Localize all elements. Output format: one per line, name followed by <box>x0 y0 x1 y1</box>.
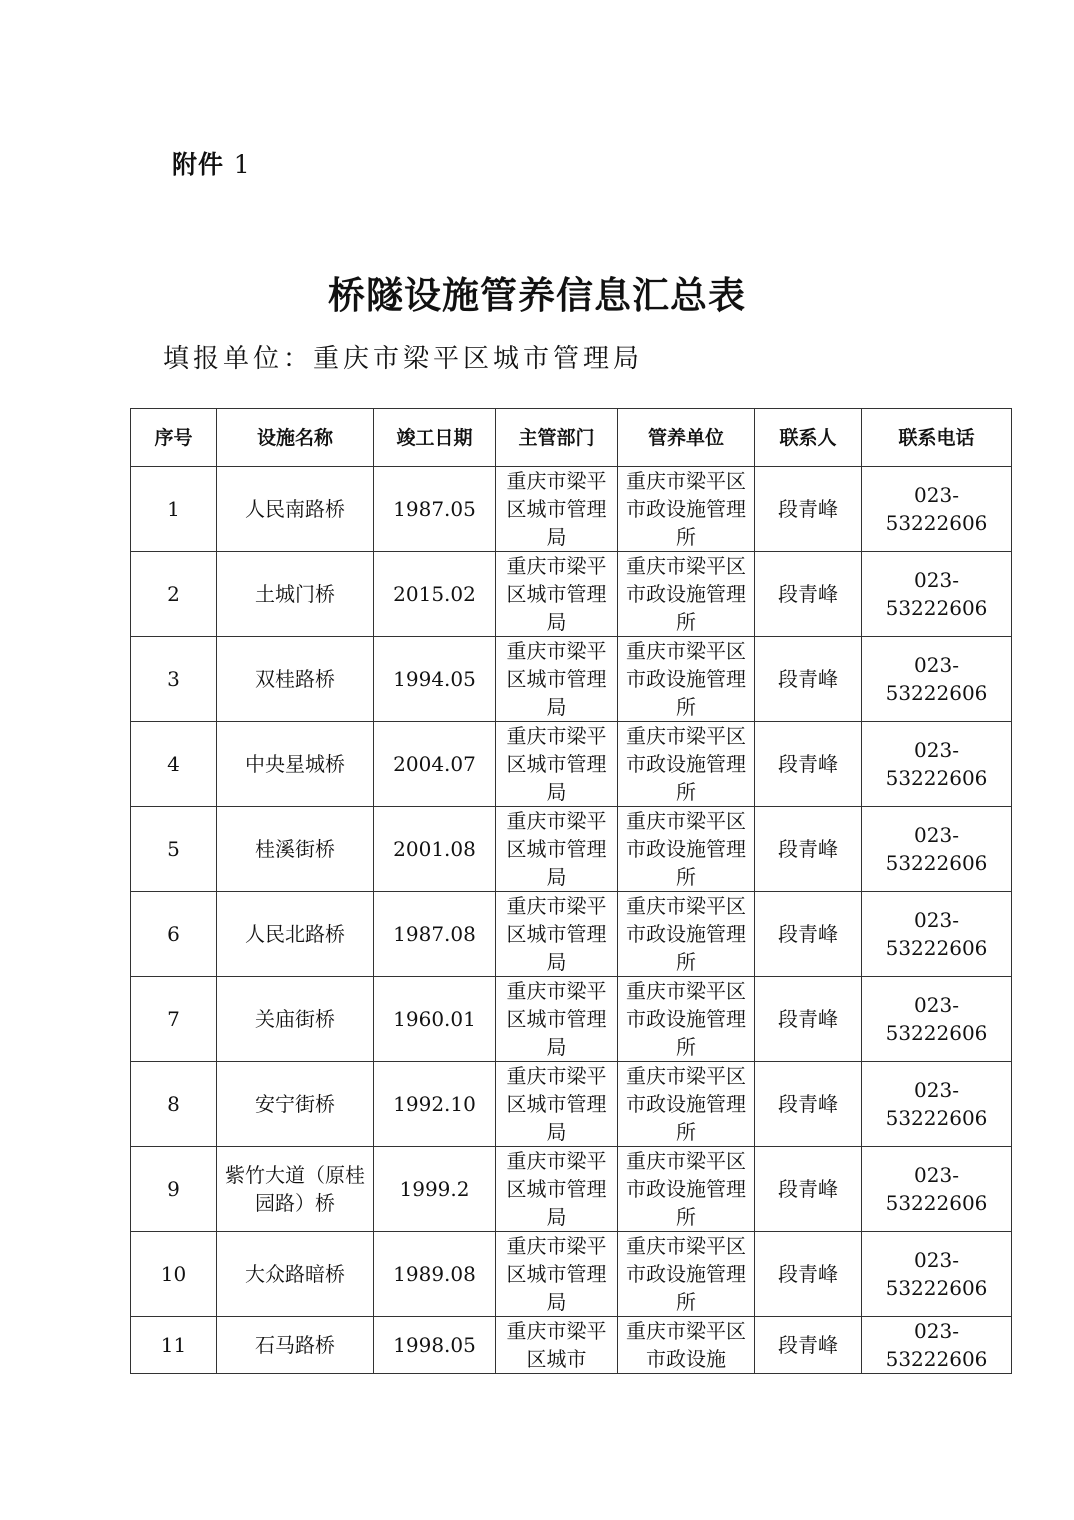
cell-dept <box>496 892 618 977</box>
cell-date: 2001.08 <box>374 807 496 892</box>
cell-dept <box>496 1232 618 1317</box>
attachment-number: 1 <box>233 150 251 179</box>
cell-dept-text: 重庆市梁平区城市管理局 <box>506 469 607 549</box>
table-row <box>131 637 1012 722</box>
attachment-label-text: 附件 <box>172 150 225 179</box>
cell-unit <box>618 1232 755 1317</box>
cell-dept <box>496 637 618 722</box>
column-header-no: 序号 <box>131 409 217 467</box>
cell-phone: 023-53222606 <box>862 637 1012 722</box>
cell-no: 9 <box>131 1147 217 1232</box>
cell-dept <box>496 552 618 637</box>
cell-name-text: 紫竹大道（原桂园路）桥 <box>225 1163 365 1215</box>
cell-no: 10 <box>131 1232 217 1317</box>
cell-no: 11 <box>131 1317 217 1374</box>
cell-contact: 段青峰 <box>755 807 862 892</box>
cell-contact: 段青峰 <box>755 552 862 637</box>
cell-no: 3 <box>131 637 217 722</box>
cell-unit-text: 重庆市梁平区市政设施管理所 <box>626 724 746 804</box>
cell-dept-text: 重庆市梁平区城市管理局 <box>506 639 607 719</box>
cell-unit-text: 重庆市梁平区市政设施管理所 <box>626 554 746 634</box>
cell-phone: 023-53222606 <box>862 1232 1012 1317</box>
cell-dept <box>496 1062 618 1147</box>
table-row <box>131 722 1012 807</box>
cell-unit <box>618 1317 755 1374</box>
cell-name: 中央星城桥 <box>217 722 374 807</box>
cell-name: 大众路暗桥 <box>217 1232 374 1317</box>
cell-unit-text: 重庆市梁平区市政设施管理所 <box>626 469 746 549</box>
cell-unit-text: 重庆市梁平区市政设施管理所 <box>626 1064 746 1144</box>
column-header-dept: 主管部门 <box>496 409 618 467</box>
cell-dept-text: 重庆市梁平区城市管理局 <box>506 724 607 804</box>
cell-dept <box>496 977 618 1062</box>
cell-name: 关庙街桥 <box>217 977 374 1062</box>
cell-contact: 段青峰 <box>755 1317 862 1374</box>
cell-dept-text: 重庆市梁平区城市管理局 <box>506 1149 607 1229</box>
table-row <box>131 1232 1012 1317</box>
cell-no: 6 <box>131 892 217 977</box>
cell-phone: 023-53222606 <box>862 467 1012 552</box>
cell-contact: 段青峰 <box>755 722 862 807</box>
cell-unit-text: 重庆市梁平区市政设施 <box>626 1319 746 1371</box>
cell-dept <box>496 467 618 552</box>
cell-contact: 段青峰 <box>755 892 862 977</box>
cell-unit-text: 重庆市梁平区市政设施管理所 <box>626 1149 746 1229</box>
cell-unit <box>618 977 755 1062</box>
cell-unit <box>618 892 755 977</box>
cell-no: 4 <box>131 722 217 807</box>
cell-no: 8 <box>131 1062 217 1147</box>
cell-phone: 023-53222606 <box>862 552 1012 637</box>
cell-date: 1992.10 <box>374 1062 496 1147</box>
cell-unit-text: 重庆市梁平区市政设施管理所 <box>626 809 746 889</box>
cell-date: 1998.05 <box>374 1317 496 1374</box>
cell-name: 桂溪街桥 <box>217 807 374 892</box>
cell-dept <box>496 807 618 892</box>
column-header-contact: 联系人 <box>755 409 862 467</box>
cell-phone: 023-53222606 <box>862 977 1012 1062</box>
column-header-phone: 联系电话 <box>862 409 1012 467</box>
column-header-name: 设施名称 <box>217 409 374 467</box>
cell-date: 2004.07 <box>374 722 496 807</box>
cell-phone: 023-53222606 <box>862 1147 1012 1232</box>
attachment-label <box>172 145 251 181</box>
cell-unit-text: 重庆市梁平区市政设施管理所 <box>626 894 746 974</box>
cell-name: 人民北路桥 <box>217 892 374 977</box>
cell-date: 2015.02 <box>374 552 496 637</box>
cell-contact: 段青峰 <box>755 1147 862 1232</box>
cell-phone: 023-53222606 <box>862 1062 1012 1147</box>
cell-unit <box>618 1147 755 1232</box>
cell-contact: 段青峰 <box>755 977 862 1062</box>
cell-no: 2 <box>131 552 217 637</box>
cell-dept <box>496 722 618 807</box>
column-header-date: 竣工日期 <box>374 409 496 467</box>
column-header-unit: 管养单位 <box>618 409 755 467</box>
table-row <box>131 467 1012 552</box>
cell-name <box>217 1147 374 1232</box>
cell-date: 1987.08 <box>374 892 496 977</box>
cell-date: 1987.05 <box>374 467 496 552</box>
cell-no: 1 <box>131 467 217 552</box>
reporting-unit: 填报单位：重庆市梁平区城市管理局 <box>163 344 644 374</box>
facility-table <box>130 408 1012 1374</box>
cell-dept-text: 重庆市梁平区城市管理局 <box>506 1064 607 1144</box>
cell-dept-text: 重庆市梁平区城市管理局 <box>506 979 607 1059</box>
cell-contact: 段青峰 <box>755 1232 862 1317</box>
cell-name: 安宁街桥 <box>217 1062 374 1147</box>
cell-no: 7 <box>131 977 217 1062</box>
cell-unit <box>618 1062 755 1147</box>
cell-phone: 023-53222606 <box>862 892 1012 977</box>
cell-contact: 段青峰 <box>755 1062 862 1147</box>
cell-unit <box>618 807 755 892</box>
table-row <box>131 892 1012 977</box>
cell-unit-text: 重庆市梁平区市政设施管理所 <box>626 1234 746 1314</box>
cell-name: 人民南路桥 <box>217 467 374 552</box>
cell-phone: 023-53222606 <box>862 1317 1012 1374</box>
cell-unit <box>618 722 755 807</box>
cell-dept-text: 重庆市梁平区城市管理局 <box>506 554 607 634</box>
cell-contact: 段青峰 <box>755 637 862 722</box>
cell-date: 1999.2 <box>374 1147 496 1232</box>
cell-phone: 023-53222606 <box>862 722 1012 807</box>
cell-name: 双桂路桥 <box>217 637 374 722</box>
table-header-row <box>131 409 1012 467</box>
cell-unit <box>618 552 755 637</box>
cell-dept-text: 重庆市梁平区城市 <box>506 1319 607 1371</box>
table-row <box>131 977 1012 1062</box>
cell-date: 1960.01 <box>374 977 496 1062</box>
cell-name: 石马路桥 <box>217 1317 374 1374</box>
cell-unit <box>618 467 755 552</box>
table-row <box>131 1317 1012 1374</box>
table-row <box>131 807 1012 892</box>
cell-phone: 023-53222606 <box>862 807 1012 892</box>
table-row <box>131 552 1012 637</box>
cell-unit-text: 重庆市梁平区市政设施管理所 <box>626 639 746 719</box>
cell-date: 1989.08 <box>374 1232 496 1317</box>
cell-unit-text: 重庆市梁平区市政设施管理所 <box>626 979 746 1059</box>
cell-dept-text: 重庆市梁平区城市管理局 <box>506 809 607 889</box>
cell-dept-text: 重庆市梁平区城市管理局 <box>506 894 607 974</box>
cell-dept <box>496 1147 618 1232</box>
cell-dept-text: 重庆市梁平区城市管理局 <box>506 1234 607 1314</box>
cell-name: 土城门桥 <box>217 552 374 637</box>
cell-contact: 段青峰 <box>755 467 862 552</box>
cell-unit <box>618 637 755 722</box>
table-row <box>131 1062 1012 1147</box>
cell-date: 1994.05 <box>374 637 496 722</box>
cell-no: 5 <box>131 807 217 892</box>
table-row <box>131 1147 1012 1232</box>
document-title: 桥隧设施管养信息汇总表 <box>328 273 746 317</box>
cell-dept <box>496 1317 618 1374</box>
